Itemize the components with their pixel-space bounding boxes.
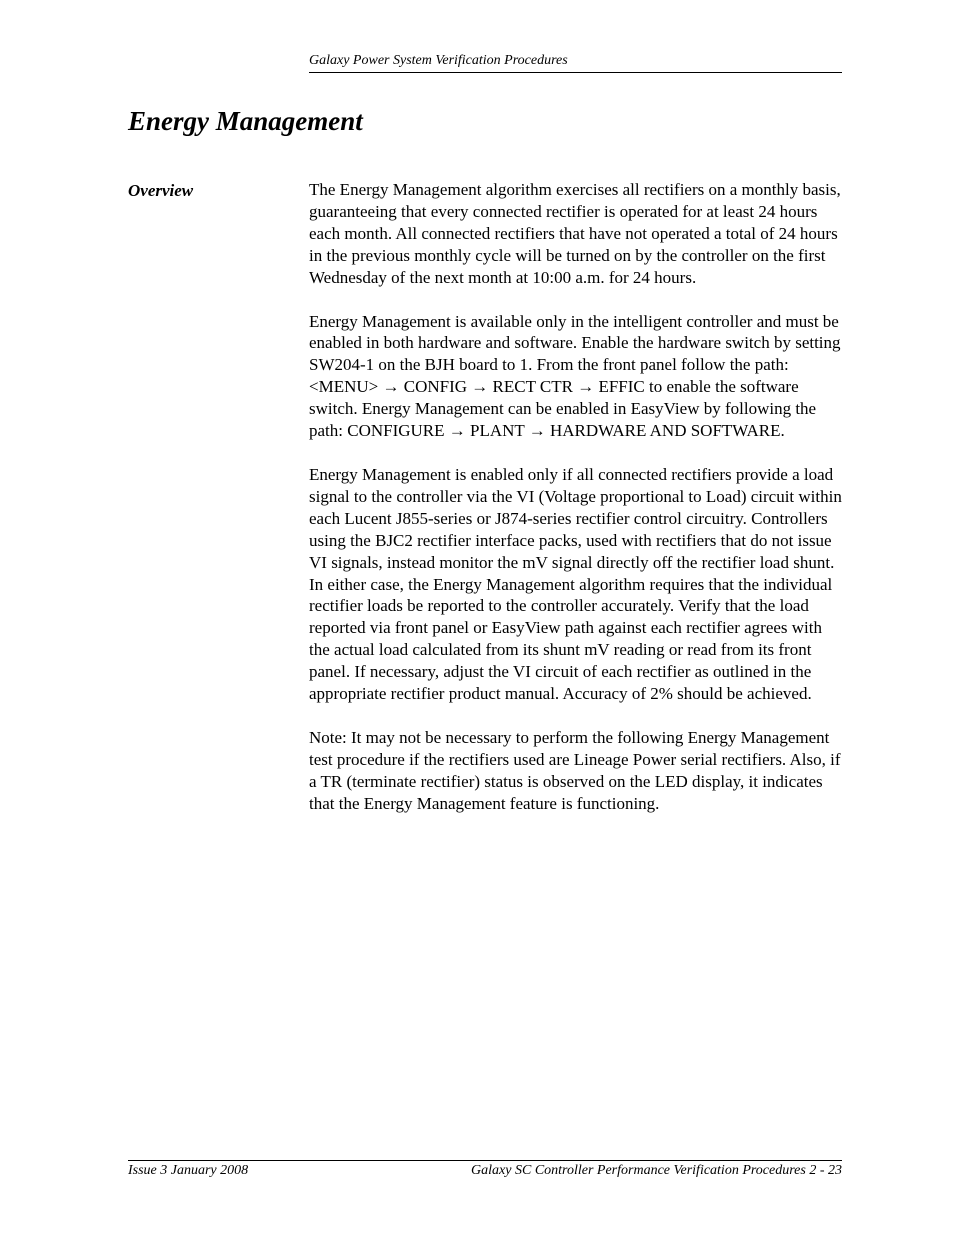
paragraph-4: Note: It may not be necessary to perform the following Energy Management test procedure if the rectifiers used are Lineage Power serial rectifiers. Also, if a TR (terminate rectifier) status is observed on the LED display, it indicates that the Energy Management feature is functioning. <box>309 727 841 813</box>
paragraph-1: The Energy Management algorithm exercises all rectifiers on a monthly basis, guaranteeing that every connected rectifier is operated for at least 24 hours each month. All connected rectifiers that have not operated a total of 24 hours in the previous monthly cycle will be turned on by the controller on the first Wednesday of the next month at 10:00 a.m. for 24 hours. <box>309 180 841 287</box>
section-label: Overview <box>128 181 194 200</box>
footer-rule <box>128 1160 842 1161</box>
header-rule <box>309 72 842 73</box>
running-header: Galaxy Power System Verification Procedures <box>309 53 568 68</box>
paragraph-3: Energy Management is enabled only if all connected rectifiers provide a load signal to the controller via the VI (Voltage proportional to Load) circuit within each Lucent J855-series or J874-series rectifier control circuitry. Controllers using the BJC2 rectifier interface packs, used with rectifiers that do not issue VI signals, instead monitor the mV signal directly off the rectifier load shunt. In either case, the Energy Management algorithm requires that the individual rectifier loads be reported to the controller accurately. Verify that the load reported via front panel or EasyView path against each rectifier agrees with the actual load calculated from its shunt mV reading or read from its front panel. If necessary, adjust the VI circuit of each rectifier as outlined in the appropriate rectifier product manual. Accuracy of 2% should be achieved. <box>309 464 842 704</box>
page-title: Energy Management <box>128 106 363 136</box>
footer-page-info: Galaxy SC Controller Performance Verification Procedures 2 - 23 <box>471 1163 842 1178</box>
section-body <box>309 179 845 837</box>
paragraph-2: Energy Management is available only in the intelligent controller and must be enabled in both hardware and software. Enable the hardware switch by setting SW204-1 on the BJH board to 1. From the front panel follow the path: <MENU> → CONFIG → RECT CTR → EFFIC to enable the software switch. Energy Management can be enabled in EasyView by following the path: CONFIGURE → PLANT → HARDWARE AND SOFTWARE. <box>309 311 841 441</box>
footer-issue: Issue 3 January 2008 <box>128 1163 249 1178</box>
